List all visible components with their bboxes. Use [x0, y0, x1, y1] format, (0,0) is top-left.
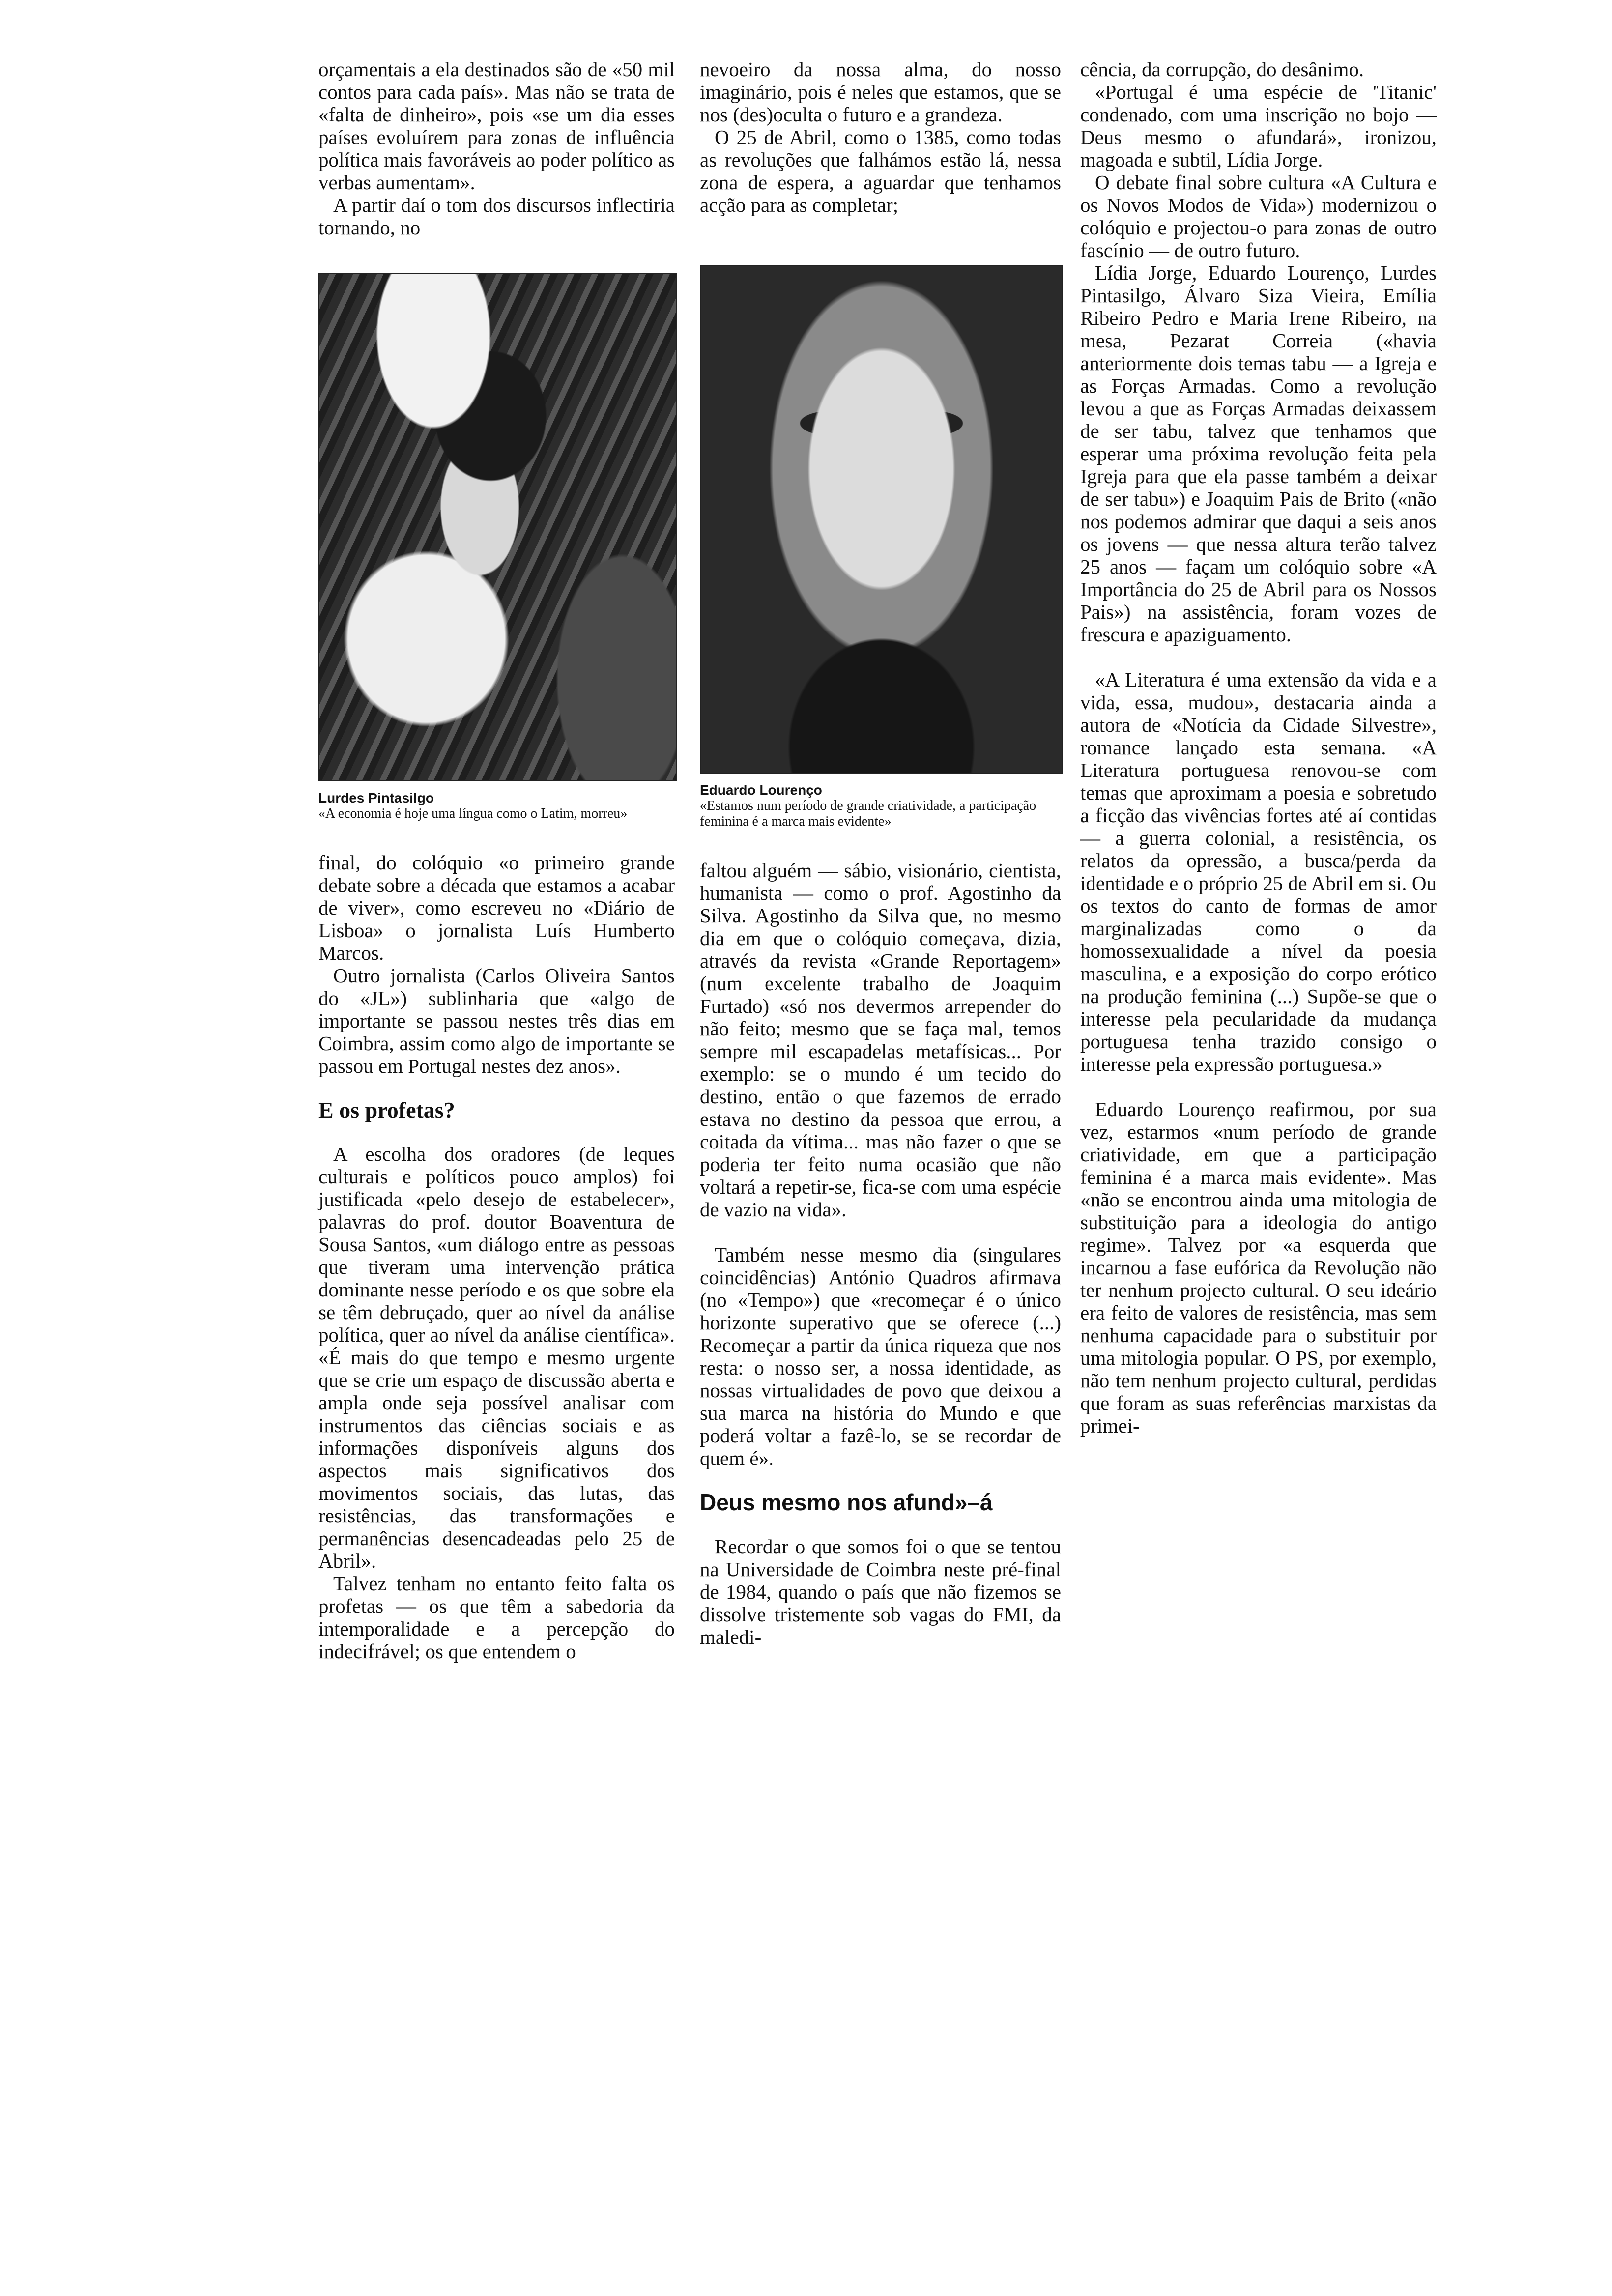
paragraph: O debate final sobre cultura «A Cultura e os Novos Modos de Vida») modernizou o colóquio e projectou-o para zonas de outro fascínio — de outro futuro.	[1080, 171, 1437, 261]
paragraph: Outro jornalista (Carlos Oliveira Santos do «JL») sublinharia que «algo de importante se passou nestes três dias em Coimbra, assim como algo de importante se passou em Portugal nestes dez anos».	[318, 964, 675, 1077]
photo-caption	[700, 782, 1061, 830]
paragraph: Eduardo Lourenço reafirmou, por sua vez, estarmos «num período de grande criatividade, em que a participação feminina é a marca mais evidente». Mas «não se encontrou ainda uma mitologia de substituição para a ideologia do antigo regime». Talvez por «a esquerda que incarnou a fase eufórica da Revolução não ter nenhum projecto cultural. O seu ideário era feito de valores de resistência, mas sem nenhuma capacidade para o substituir por uma mitologia popular. O PS, por exemplo, não tem nenhum projecto cultural, perdidas que foram as suas referências marxistas da primei-	[1080, 1098, 1437, 1437]
paragraph: Lídia Jorge, Eduardo Lourenço, Lurdes Pintasilgo, Álvaro Siza Vieira, Emília Ribeiro Pedro e Maria Irene Ribeiro, na mesa, Pezarat Correia («havia anteriormente dois temas tabu — a Igreja e as Forças Armadas. Como a revolução levou a que as Forças Armadas deixassem de ser tabu, talvez que tenhamos que esperar uma próxima revolução feita pela Igreja para que ela passe também a deixar de ser tabu») e Joaquim Pais de Brito («não nos podemos admirar que daqui a seis anos os jovens — que nessa altura terão talvez 25 anos — façam um colóquio sobre «A Importância do 25 de Abril para os Nossos Pais») na assistência, foram vozes de frescura e apaziguamento.	[1080, 261, 1437, 646]
paragraph: «Portugal é uma espécie de 'Titanic' condenado, com uma inscrição no bojo — Deus mesmo o afundará», ironizou, magoada e subtil, Lídia Jorge.	[1080, 81, 1437, 171]
paragraph: Recordar o que somos foi o que se tentou na Universidade de Coimbra neste pré-final de 1984, quando o país que não fizemos se dissolve tristemente sob vagas do FMI, da maledi-	[700, 1535, 1061, 1648]
article-column-3	[1080, 58, 1437, 1437]
paragraph: Também nesse mesmo dia (singulares coincidências) António Quadros afirmava (no «Tempo») que «recomeçar é o único horizonte superativo que se oferece (...) Recomeçar a partir da única riqueza que nos resta: o nosso ser, a nossa identidade, as nossas virtualidades de povo que deixou a sua marca na história do Mundo e que poderá voltar a fazê-lo, se se recordar de quem é».	[700, 1243, 1061, 1469]
caption-text: «A economia é hoje uma língua como o Latim, morreu»	[318, 806, 628, 821]
paragraph: «A Literatura é uma extensão da vida e a vida, essa, mudou», destacaria ainda a autora de «Notícia da Cidade Silvestre», romance lançado esta semana. «A Literatura portuguesa renovou-se com temas que aproximam a poesia e sobretudo a ficção das vivências fortes até aí contidas — a guerra colonial, a resistência, os relatos da opressão, a busca/perda da identidade e o próprio 25 de Abril em si. Ou os textos do canto de formas de amor marginalizadas como o da homossexualidade a nível da poesia masculina, e a exposição do corpo erótico na produção feminina (...) Supõe-se que o interesse pela pecularidade da mudança portuguesa tenha trazido consigo o interesse pela expressão portuguesa.»	[1080, 668, 1437, 1075]
caption-text: «Estamos num período de grande criatividade, a participação feminina é a marca mais evidente»	[700, 798, 1036, 829]
article-column-2	[700, 58, 1061, 1648]
article-column-1	[318, 58, 675, 1663]
paragraph: cência, da corrupção, do desânimo.	[1080, 58, 1364, 81]
paragraph: final, do colóquio «o primeiro grande debate sobre a década que estamos a acabar de viver», como escreveu no «Diário de Lisboa» o jornalista Luís Humberto Marcos.	[318, 851, 675, 964]
caption-name: Lurdes Pintasilgo	[318, 790, 434, 805]
paragraph: nevoeiro da nossa alma, do nosso imaginário, pois é neles que estamos, que se nos (des)oculta o futuro e a grandeza.	[700, 58, 1061, 126]
photo-eduardo-lourenco	[700, 265, 1063, 774]
section-heading: Deus mesmo nos afund»–á	[700, 1490, 993, 1515]
paragraph: Talvez tenham no entanto feito falta os profetas — os que têm a sabedoria da intemporalidade e a percepção do indecifrável; os que entendem o	[318, 1572, 675, 1663]
paragraph: O 25 de Abril, como o 1385, como todas as revoluções que falhámos estão lá, nessa zona de espera, a aguardar que tenhamos acção para as completar;	[700, 126, 1061, 216]
photo-caption	[318, 790, 675, 822]
paragraph: A partir daí o tom dos discursos inflectiria tornando, no	[318, 194, 675, 239]
section-heading: E os profetas?	[318, 1097, 455, 1122]
caption-name: Eduardo Lourenço	[700, 782, 822, 798]
paragraph: A escolha dos oradores (de leques culturais e políticos pouco amplos) foi justificada «pelo desejo de estabelecer», palavras do prof. doutor Boaventura de Sousa Santos, «um diálogo entre as pessoas que tiveram uma intervenção prática dominante nesse período e os que sobre ela se têm debruçado, quer ao nível da análise política, quer ao nível da análise científica». «É mais do que tempo e mesmo urgente que se crie um espaço de discussão aberta e ampla onde seja possível analisar com instrumentos das ciências sociais e as informações disponíveis alguns dos aspectos mais significativos dos movimentos sociais, das lutas, das resistências, das transformações e permanências desencadeadas pelo 25 de Abril».	[318, 1143, 675, 1572]
photo-lurdes-pintasilgo	[318, 273, 677, 781]
paragraph: orçamentais a ela destinados são de «50 mil contos para cada país». Mas não se trata de «falta de dinheiro», pois «se um dia esses países evoluírem para zonas de influência política mais favoráveis ao poder político as verbas aumentam».	[318, 58, 675, 194]
paragraph: faltou alguém — sábio, visionário, cientista, humanista — como o prof. Agostinho da Silva. Agostinho da Silva que, no mesmo dia em que o colóquio começava, dizia, através da revista «Grande Reportagem» (num excelente trabalho de Joaquim Furtado) «só nos devermos arrepender do não feito; mesmo que se faça mal, temos sempre mil escapadelas metafísicas... Por exemplo: se o mundo é um tecido do destino, então o que fazemos de errado estava no destino da pessoa que errou, a coitada da vítima... mas não fazer o que se poderia ter feito numa ocasião que não voltará a repetir-se, fica-se com uma espécie de vazio na vida».	[700, 859, 1061, 1221]
